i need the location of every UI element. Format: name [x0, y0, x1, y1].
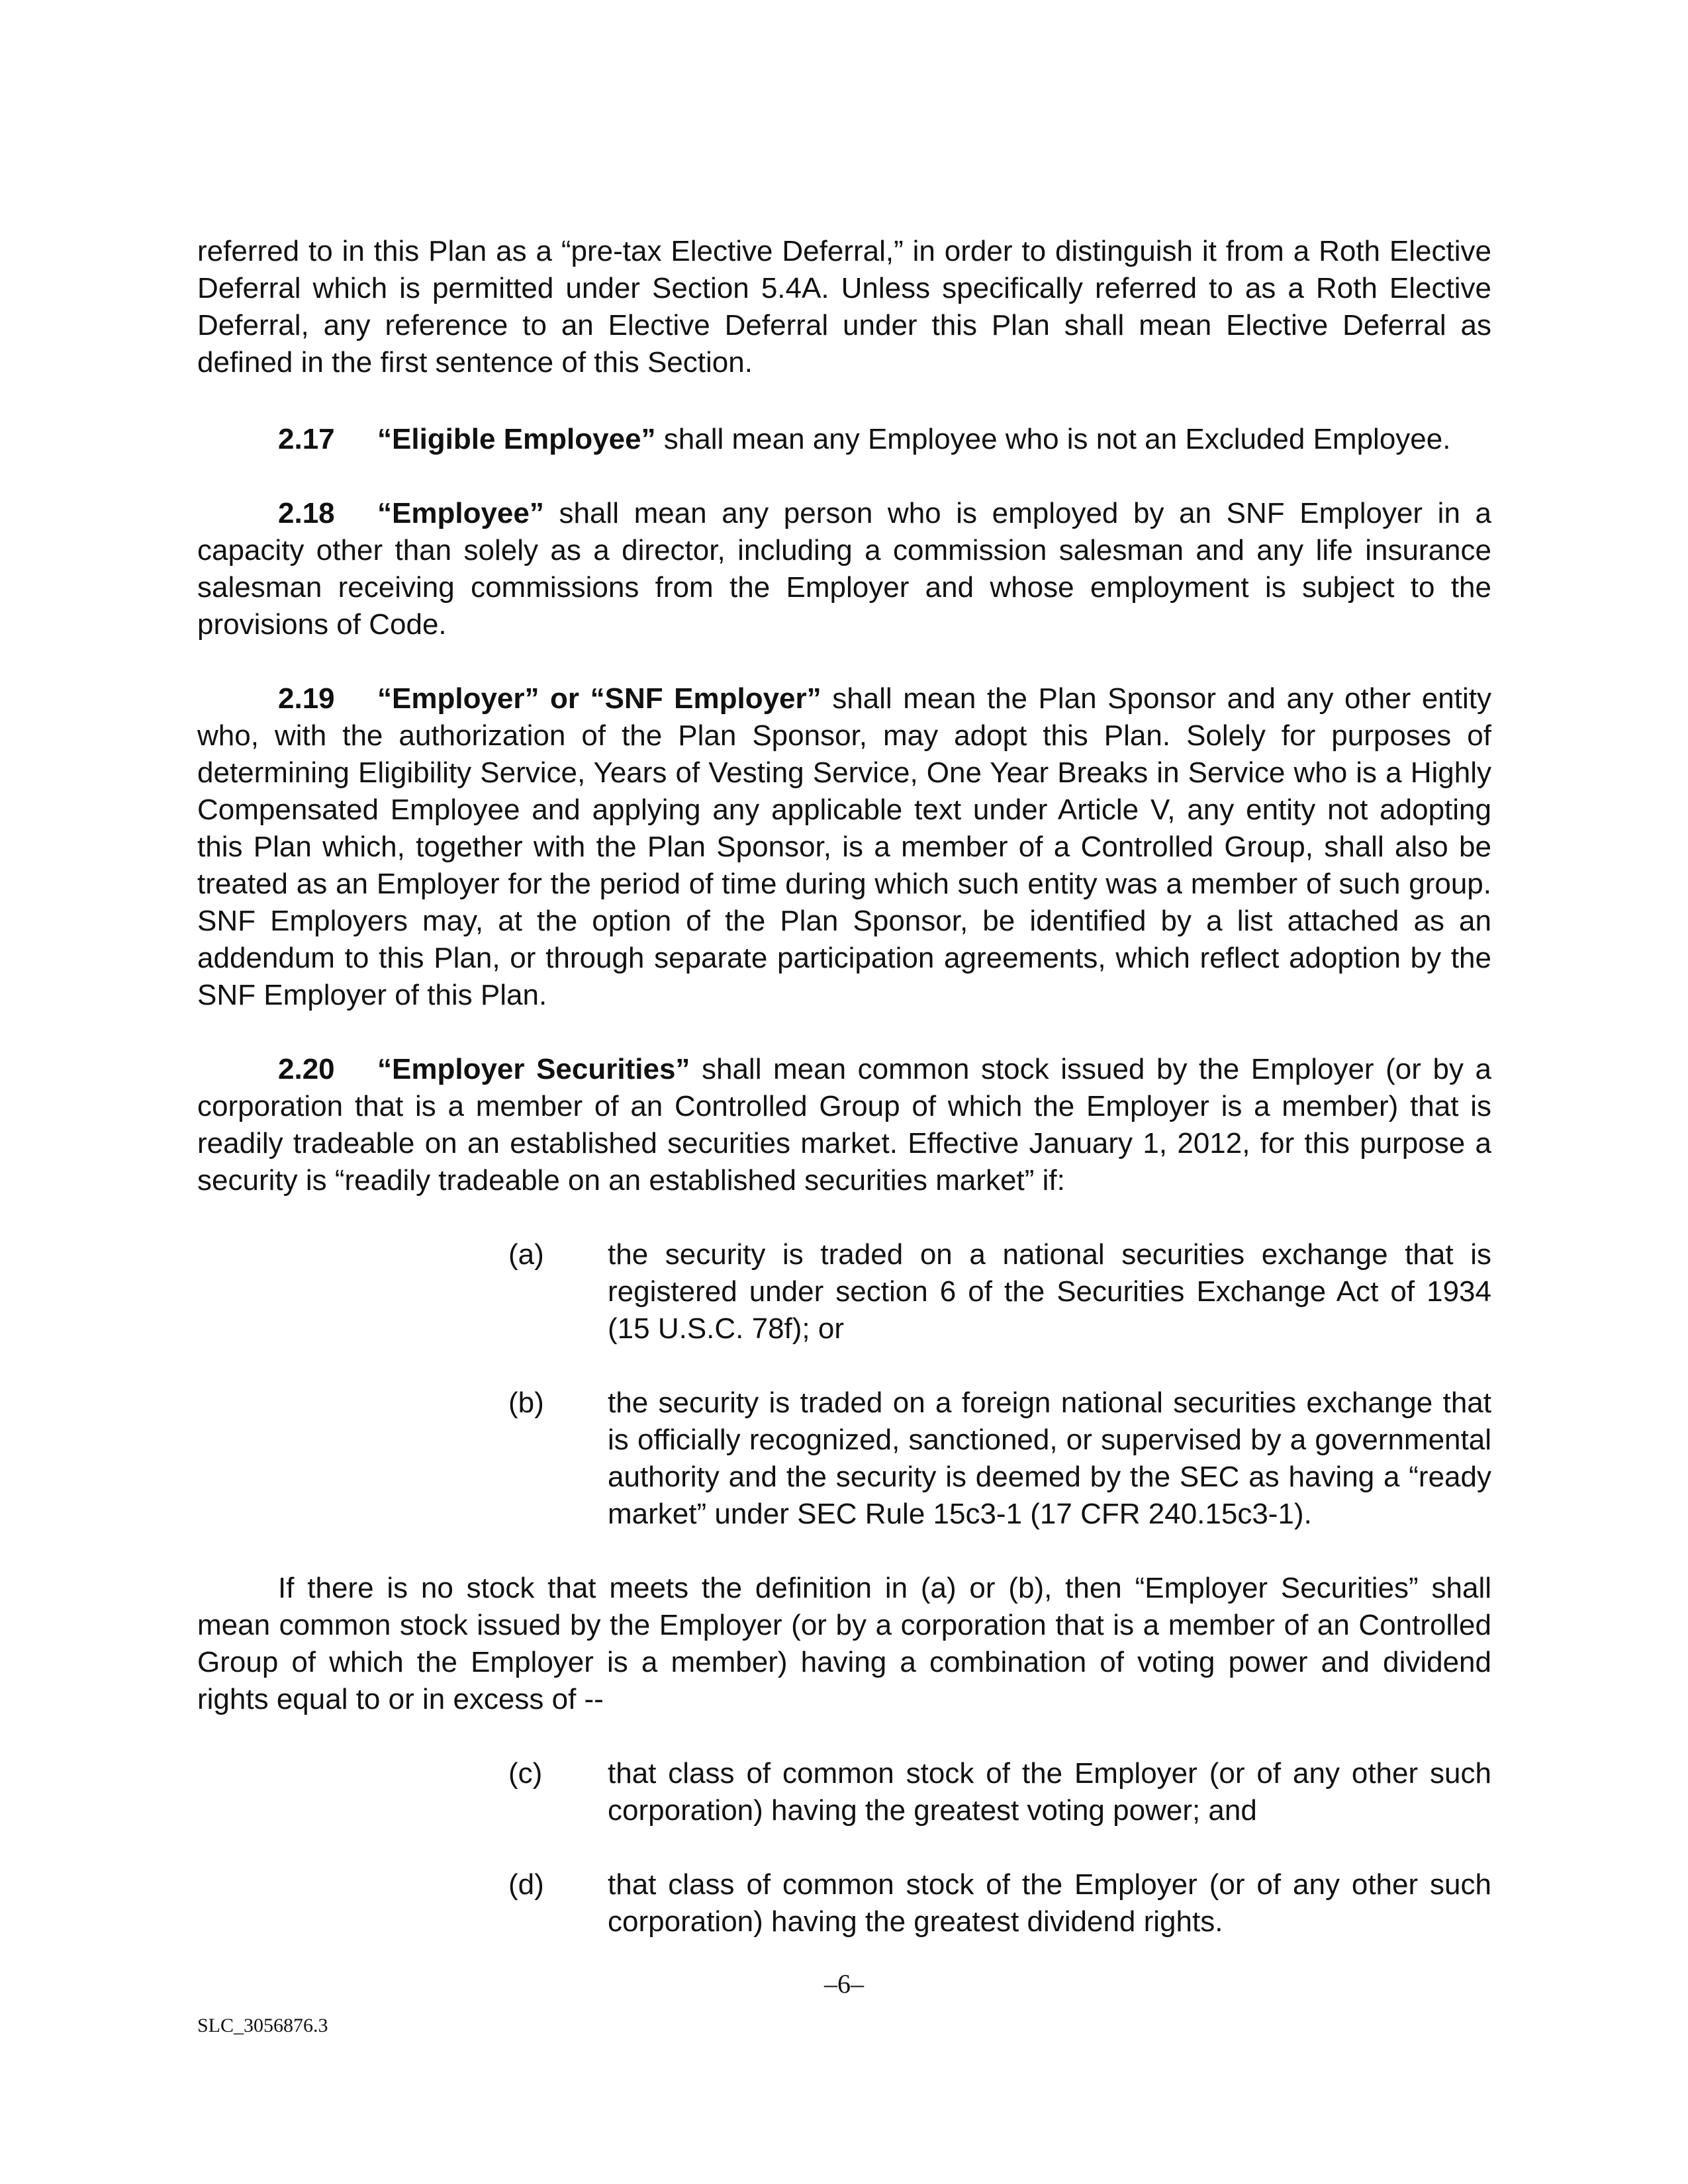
- item-label: (d): [508, 1868, 544, 1901]
- document-id: SLC_3056876.3: [197, 2015, 328, 2036]
- page-number: –6–: [824, 1969, 864, 1999]
- intro-paragraph: referred to in this Plan as a “pre-tax Elective Deferral,” in order to distinguish it from a Roth Elective Deferral which is permitted under Section 5.4A. Unless specifically referred to as a Roth Elective Deferral, any reference to an Elective Deferral under this Plan shall mean Elective Deferral as defined in the first sentence of this Section.: [197, 235, 1491, 379]
- section-2-19: [197, 680, 1491, 1014]
- no-stock-paragraph: If there is no stock that meets the definition in (a) or (b), then “Employer Securities” shall mean common stock issued by the Employer (or by a corporation that is a member of an Controlled Group of which the Employer is a member) having a combination of voting power and dividend rights equal to or in excess of --: [197, 1572, 1491, 1715]
- section-2-20: [197, 1051, 1491, 1199]
- item-text: that class of common stock of the Employer (or of any other such corporation) having the greatest voting power; and: [608, 1757, 1491, 1827]
- section-2-17: [197, 421, 1491, 458]
- page-body: [197, 233, 1491, 1940]
- definition-text: shall mean the Plan Sponsor and any other entity who, with the authorization of the Plan Sponsor, may adopt this Plan. Solely for purposes of determining Eligibility Service, Years of Vesting Service, One Year Breaks in Service who is a Highly Compensated Employee and applying any applicable text under Article V, any entity not adopting this Plan which, together with the Plan Sponsor, is a member of a Controlled Group, shall also be treated as an Employer for the period of time during which such entity was a member of such group. SNF Employers may, at the option of the Plan Sponsor, be identified by a list attached as an addendum to this Plan, or through separate participation agreements, which reflect adoption by the SNF Employer of this Plan.: [197, 682, 1492, 1011]
- defined-term: “Employer Securities”: [377, 1053, 690, 1085]
- definition-text: shall mean common stock issued by the Employer (or by a corporation that is a member of an Controlled Group of which the Employer is a member) that is readily tradeable on an established securities market. Effective January 1, 2012, for this purpose a security is “readily tradeable on an established securities market” if:: [197, 1053, 1491, 1197]
- list-item-a: [508, 1236, 1491, 1347]
- list-item-b: [508, 1385, 1491, 1533]
- list-item-c: [508, 1755, 1491, 1829]
- item-label: (b): [508, 1387, 544, 1419]
- defined-term: “Employer” or “SNF Employer”: [377, 682, 821, 715]
- definition-text: shall mean any Employee who is not an Excluded Employee.: [655, 423, 1451, 455]
- defined-term: “Eligible Employee”: [377, 423, 656, 455]
- section-number: 2.20: [278, 1053, 335, 1085]
- item-label: (c): [508, 1757, 543, 1790]
- item-text: the security is traded on a foreign national securities exchange that is officially recognized, sanctioned, or supervised by a governmental authority and the security is deemed by the SEC as having a “ready market” under SEC Rule 15c3-1 (17 CFR 240.15c3-1).: [608, 1387, 1491, 1530]
- section-number: 2.18: [278, 497, 335, 529]
- item-text: the security is traded on a national securities exchange that is registered under section 6 of the Securities Exchange Act of 1934 (15 U.S.C. 78f); or: [608, 1238, 1491, 1345]
- list-item-d: [508, 1866, 1491, 1940]
- section-number: 2.19: [278, 682, 335, 715]
- defined-term: “Employee”: [377, 497, 544, 529]
- item-text: that class of common stock of the Employer (or of any other such corporation) having the greatest dividend rights.: [608, 1868, 1491, 1938]
- section-number: 2.17: [278, 423, 335, 455]
- definition-text: shall mean any person who is employed by an SNF Employer in a capacity other than solely as a director, including a commission salesman and any life insurance salesman receiving commissions from the Employer and whose employment is subject to the provisions of Code.: [197, 497, 1491, 641]
- item-label: (a): [508, 1238, 544, 1271]
- section-2-18: [197, 495, 1491, 643]
